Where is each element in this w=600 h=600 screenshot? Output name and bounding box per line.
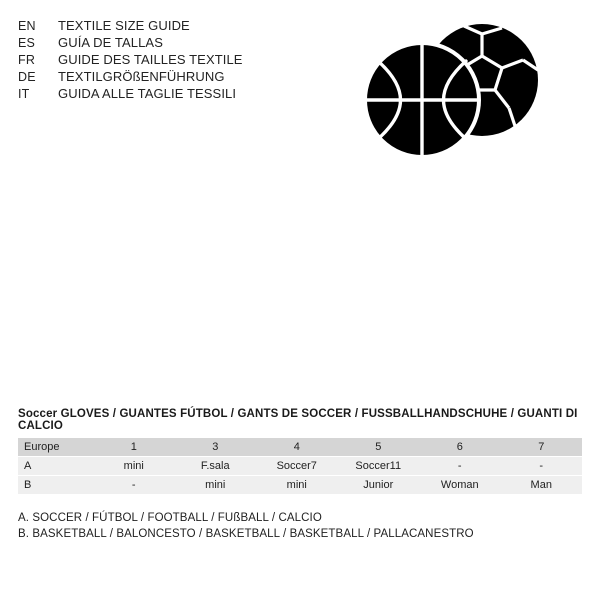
- table-cell: Woman: [419, 476, 501, 495]
- table-cell: Soccer7: [256, 457, 338, 476]
- language-code: EN: [18, 19, 36, 33]
- language-code: FR: [18, 53, 36, 67]
- table-cell: Junior: [338, 476, 420, 495]
- language-label: TEXTILGRÖßENFÜHRUNG: [58, 69, 225, 84]
- size-table: [18, 438, 582, 494]
- table-header-cell: Europe: [18, 438, 93, 457]
- footnotes: [18, 510, 558, 542]
- table-cell: -: [501, 457, 583, 476]
- language-row-es: [18, 34, 318, 51]
- language-label: GUÍA DE TALLAS: [58, 35, 163, 50]
- language-row-fr: [18, 51, 318, 68]
- table-title: Soccer GLOVES / GUANTES FÚTBOL / GANTS DE SOCCER / FUSSBALLHANDSCHUHE / GUANTI DI CALCIO: [18, 408, 578, 432]
- table-cell: mini: [175, 476, 257, 495]
- language-code: ES: [18, 36, 36, 50]
- table-cell: -: [93, 476, 175, 495]
- table-cell: mini: [256, 476, 338, 495]
- language-code: DE: [18, 70, 36, 84]
- table-row-label: A: [18, 457, 93, 476]
- table-header-row: [18, 438, 582, 457]
- table-cell: Man: [501, 476, 583, 495]
- table-row: [18, 476, 582, 495]
- language-code: IT: [18, 87, 30, 101]
- table-cell: -: [419, 457, 501, 476]
- footnote-a: A. SOCCER / FÚTBOL / FOOTBALL / FUßBALL / CALCIO: [18, 512, 322, 524]
- language-label: TEXTILE SIZE GUIDE: [58, 18, 190, 33]
- footnote-b: B. BASKETBALL / BALONCESTO / BASKETBALL / BASKETBALL / PALLACANESTRO: [18, 528, 474, 540]
- table-header-cell: 6: [419, 438, 501, 457]
- table-header-cell: 3: [175, 438, 257, 457]
- table-row: [18, 457, 582, 476]
- table-header-cell: 1: [93, 438, 175, 457]
- basketball-icon: [365, 43, 479, 157]
- language-label: GUIDE DES TAILLES TEXTILE: [58, 52, 243, 67]
- table-header-cell: 5: [338, 438, 420, 457]
- language-row-de: [18, 68, 318, 85]
- table-row-label: B: [18, 476, 93, 495]
- language-row-en: [18, 17, 318, 34]
- language-label: GUIDA ALLE TAGLIE TESSILI: [58, 86, 237, 101]
- size-table-section: [18, 408, 582, 494]
- table-header-cell: 7: [501, 438, 583, 457]
- language-row-it: [18, 85, 318, 102]
- table-header-cell: 4: [256, 438, 338, 457]
- table-cell: Soccer11: [338, 457, 420, 476]
- table-cell: F.sala: [175, 457, 257, 476]
- language-list: [18, 17, 318, 102]
- table-cell: mini: [93, 457, 175, 476]
- balls-illustration: [352, 22, 552, 167]
